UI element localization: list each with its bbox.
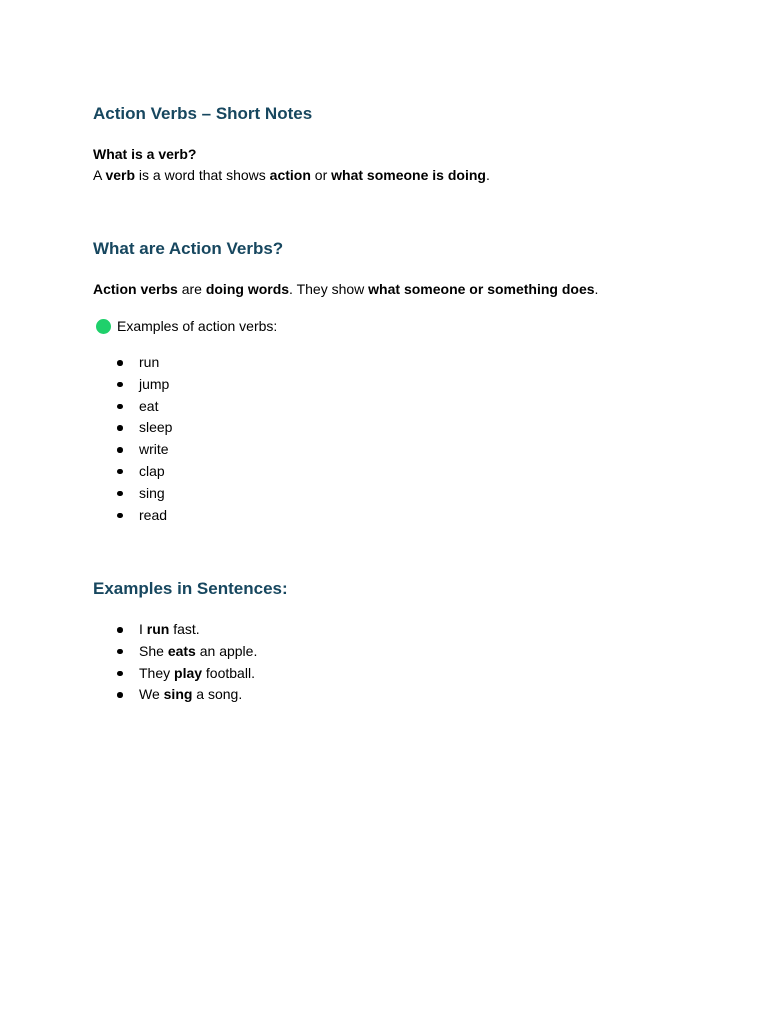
sentence-verb: eats (167, 642, 196, 659)
list-item: read (116, 505, 172, 527)
list-item: eat (116, 396, 172, 418)
list-item (116, 619, 257, 641)
list-item (116, 663, 257, 685)
sentence-examples-list (116, 619, 257, 706)
list-item: write (116, 439, 172, 461)
sentence-before: They (139, 664, 175, 681)
desc-they-show: . They show (289, 281, 369, 297)
definition-part-mid: is a word that shows (135, 167, 270, 183)
sentence-before: She (139, 642, 168, 659)
sentence-verb: run (146, 621, 170, 637)
examples-label: Examples of action verbs: (117, 318, 278, 334)
sentence-after: a song. (192, 686, 243, 703)
verb-question-text: What is a verb? (93, 146, 197, 162)
action-verb-examples-list (116, 352, 172, 526)
page-title: Action Verbs – Short Notes (93, 104, 313, 123)
list-item: sing (116, 483, 172, 505)
list-item: jump (116, 374, 172, 396)
definition-verb: verb (105, 167, 136, 183)
definition-end: . (485, 167, 490, 183)
desc-doing-words: doing words (205, 281, 290, 297)
definition-action: action (269, 167, 311, 183)
list-item: run (116, 352, 172, 374)
examples-label-line (93, 317, 277, 335)
action-verbs-heading: What are Action Verbs? (93, 239, 284, 258)
sentences-heading: Examples in Sentences: (93, 579, 288, 598)
sentence-after: an apple. (195, 642, 258, 659)
sentence-verb: sing (163, 686, 193, 703)
desc-action-verbs: Action verbs (93, 281, 178, 297)
verb-question (93, 145, 196, 163)
verb-definition (93, 166, 490, 184)
sentence-after: football. (202, 664, 255, 681)
list-item (116, 641, 257, 663)
list-item: clap (116, 461, 172, 483)
list-item (116, 684, 257, 706)
desc-end: . (594, 281, 599, 297)
definition-part-a: A (93, 167, 106, 183)
sentence-verb: play (174, 664, 203, 681)
sentence-after: fast. (169, 621, 200, 637)
definition-part-or: or (310, 167, 332, 183)
desc-what-does: what someone or something does (368, 281, 595, 297)
list-item: sleep (116, 417, 172, 439)
sentence-before: We (139, 686, 164, 703)
green-circle-icon (96, 319, 111, 334)
action-verbs-description (93, 280, 598, 298)
definition-doing: what someone is doing (331, 167, 486, 183)
sentence-before: I (139, 621, 147, 637)
desc-are: are (177, 281, 206, 297)
